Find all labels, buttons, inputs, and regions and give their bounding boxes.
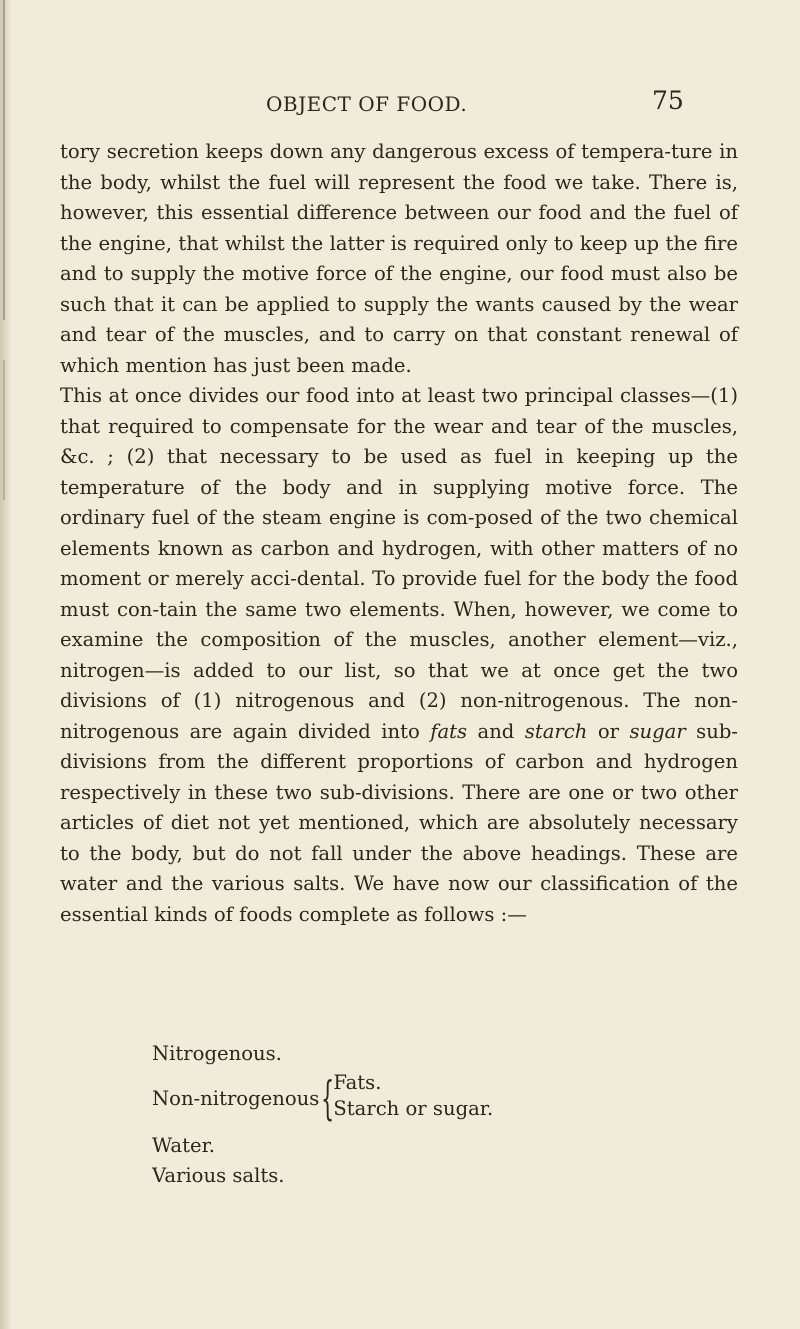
body-text	[60, 137, 738, 930]
text-run: and	[467, 719, 525, 743]
page-number: 75	[652, 86, 684, 115]
text-run: or	[587, 719, 630, 743]
class-salts: Various salts.	[152, 1164, 285, 1187]
italic-term: sugar	[629, 719, 686, 743]
paragraph	[60, 381, 738, 930]
class-fats: Fats.	[333, 1070, 382, 1094]
gutter-shadow	[0, 0, 12, 1329]
class-non-nitrogenous: Non-nitrogenous	[152, 1086, 320, 1110]
text-run: This at once divides our food into at least two principal classes—(1) that required to compensate for the wear and tear of the muscles, &c. ; (2) that necessary to be used as fuel in keeping up the temperature of the body and in supplying motive force. The ordinary fuel of the steam engine is com-posed of the two chemical elements known as carbon and hydrogen, with other matters of no moment or merely acci-dental. To provide fuel for the body the food must con-tain the same two elements. When, however, we come to examine the composition of the muscles, another element—viz., nitrogen—is added to our list, so that we at once get the two divisions of (1) nitrogenous and (2) non-nitrogenous. The non-nitrogenous are again divided into	[60, 384, 738, 743]
italic-term: fats	[430, 719, 468, 743]
class-non-nitrogenous-group	[152, 1070, 493, 1131]
class-starch-sugar: Starch or sugar.	[333, 1096, 494, 1120]
class-nitrogenous: Nitrogenous.	[152, 1042, 282, 1065]
brace-items	[333, 1070, 493, 1122]
class-water: Water.	[152, 1133, 216, 1157]
running-title: OBJECT OF FOOD.	[266, 92, 468, 116]
paragraph	[60, 137, 738, 381]
food-classification	[152, 1039, 493, 1192]
text-run: sub-divisions from the different proportions of carbon and hydrogen respectively in these two sub-divisions. There are one or two other articles of diet not yet mentioned, which are absolutely necessary to the body, but do not fall under the above headings. These are water and the various salts. We have now our classification of the essential kinds of foods complete as follows :—	[60, 719, 738, 926]
curly-brace-icon: {	[321, 1070, 335, 1125]
running-head	[0, 86, 800, 116]
binding-edge	[3, 0, 5, 320]
binding-edge	[3, 360, 5, 500]
italic-term: starch	[524, 719, 588, 743]
text-run: tory secretion keeps down any dangerous excess of tempera-ture in the body, whilst the fuel will represent the food we take. There is, however, this essential difference between our food and the fuel of the engine, that whilst the latter is required only to keep up the fire and to supply the motive force of the engine, our food must also be such that it can be applied to supply the wants caused by the wear and tear of the muscles, and to carry on that constant renewal of which mention has just been made.	[60, 140, 738, 377]
